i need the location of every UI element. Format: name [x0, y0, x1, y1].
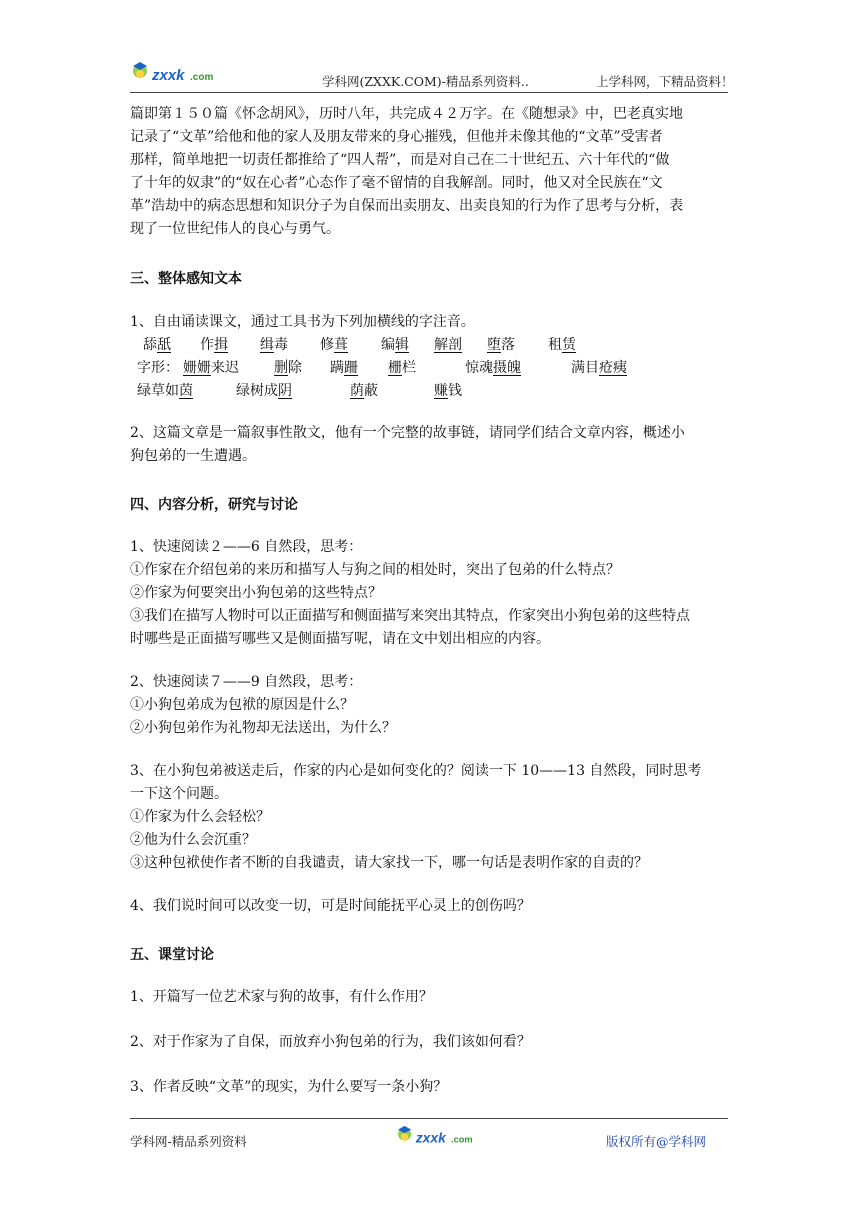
intro-line: 革”浩劫中的病态思想和知识分子为自保而出卖朋友、出卖良知的行为作了思考与分析，表 [130, 198, 684, 214]
pinyin-word: 堕落 [487, 337, 515, 353]
footer-rule [130, 1118, 728, 1119]
glyph-word: 惊魂摄魄 [465, 360, 521, 376]
copyright-link[interactable]: 版权所有@学科网 [606, 1134, 707, 1149]
pinyin-word: 租赁 [548, 337, 576, 353]
intro-line: 记录了“文革”给他和他的家人及朋友带来的身心摧残，但他并未像其他的“文革”受害者 [130, 129, 663, 145]
svg-text:.com: .com [451, 1134, 473, 1145]
glyph-label: 字形： [137, 360, 179, 376]
glyph-word: 绿树成阴 [236, 383, 292, 399]
glyph-word: 赚钱 [434, 383, 462, 399]
pinyin-word: 编辑 [381, 337, 409, 353]
question: 1、开篇写一位艺术家与狗的故事，有什么作用？ [130, 989, 433, 1005]
zxxk-logo [130, 60, 222, 88]
intro-line: 了十年的奴隶”的“奴在心者”心态作了毫不留情的自我解剖。同时，他又对全民族在“文 [130, 175, 663, 191]
glyph-word: 删除 [274, 360, 302, 376]
pinyin-word: 修葺 [320, 337, 348, 353]
section-heading: 五、课堂讨论 [130, 947, 214, 963]
question: ③我们在描写人物时可以正面描写和侧面描写来突出其特点，作家突出小狗包弟的这些特点 [130, 608, 690, 624]
section-heading: 三、整体感知文本 [130, 271, 242, 287]
question: 4、我们说时间可以改变一切，可是时间能抚平心灵上的创伤吗？ [130, 898, 531, 914]
pinyin-word: 舔舐 [143, 337, 171, 353]
svg-text:zxxk: zxxk [152, 67, 185, 84]
pinyin-word: 缉毒 [260, 337, 288, 353]
question: ①作家为什么会轻松？ [130, 809, 270, 825]
pinyin-word: 解剖 [434, 337, 462, 353]
question: 一下这个问题。 [130, 786, 228, 802]
question: ②作家为何要突出小狗包弟的这些特点？ [130, 585, 382, 601]
header-rule [130, 92, 728, 93]
header-slogan: 上学科网，下精品资料！ [596, 74, 734, 89]
svg-text:zxxk: zxxk [415, 1129, 446, 1146]
zxxk-logo-footer [392, 1124, 484, 1150]
glyph-word: 满目疮痍 [571, 360, 627, 376]
intro-line: 篇即第１５０篇《怀念胡风》，历时八年，共完成４２万字。在《随想录》中，巴老真实地 [130, 106, 683, 122]
question: 1、自由诵读课文，通过工具书为下列加横线的字注音。 [130, 314, 475, 330]
svg-text:.com: .com [190, 72, 214, 83]
question: 3、在小狗包弟被送走后，作家的内心是如何变化的？阅读一下 10——13 自然段，同时思考 [130, 763, 702, 779]
question: ②小狗包弟作为礼物却无法送出，为什么？ [130, 720, 396, 736]
question: 2、这篇文章是一篇叙事性散文，他有一个完整的故事链，请同学们结合文章内容，概述小 [130, 425, 685, 441]
footer-left-text: 学科网-精品系列资料 [130, 1134, 247, 1149]
glyph-word: 栅栏 [388, 360, 416, 376]
header-site-title: 学科网(ZXXK.COM)-精品系列资料.. [322, 74, 529, 89]
question: ③这种包袱使作者不断的自我谴责，请大家找一下，哪一句话是表明作家的自责的？ [130, 855, 648, 871]
glyph-word: 荫蔽 [350, 383, 378, 399]
glyph-word: 蹒跚 [330, 360, 358, 376]
glyph-word: 姗姗来迟 [183, 360, 239, 376]
question: ②他为什么会沉重？ [130, 832, 256, 848]
question: ①小狗包弟成为包袱的原因是什么？ [130, 697, 354, 713]
question: 时哪些是正面描写哪些又是侧面描写呢，请在文中划出相应的内容。 [130, 631, 550, 647]
question: 狗包弟的一生遭遇。 [130, 448, 256, 464]
pinyin-word: 作揖 [200, 337, 228, 353]
question: 2、对于作家为了自保，而放弃小狗包弟的行为，我们该如何看？ [130, 1034, 531, 1050]
question: 3、作者反映“文革”的现实，为什么要写一条小狗？ [130, 1079, 448, 1095]
section-heading: 四、内容分析，研究与讨论 [130, 497, 298, 513]
intro-line: 那样，简单地把一切责任都推给了“四人帮”，而是对自己在二十世纪五、六十年代的“做 [130, 152, 670, 168]
intro-line: 现了一位世纪伟人的良心与勇气。 [130, 221, 340, 237]
question: ①作家在介绍包弟的来历和描写人与狗之间的相处时，突出了包弟的什么特点？ [130, 562, 620, 578]
glyph-word: 绿草如茵 [137, 383, 193, 399]
question: 2、快速阅读７——9 自然段，思考： [130, 674, 363, 690]
question: 1、快速阅读２——6 自然段，思考： [130, 539, 363, 555]
